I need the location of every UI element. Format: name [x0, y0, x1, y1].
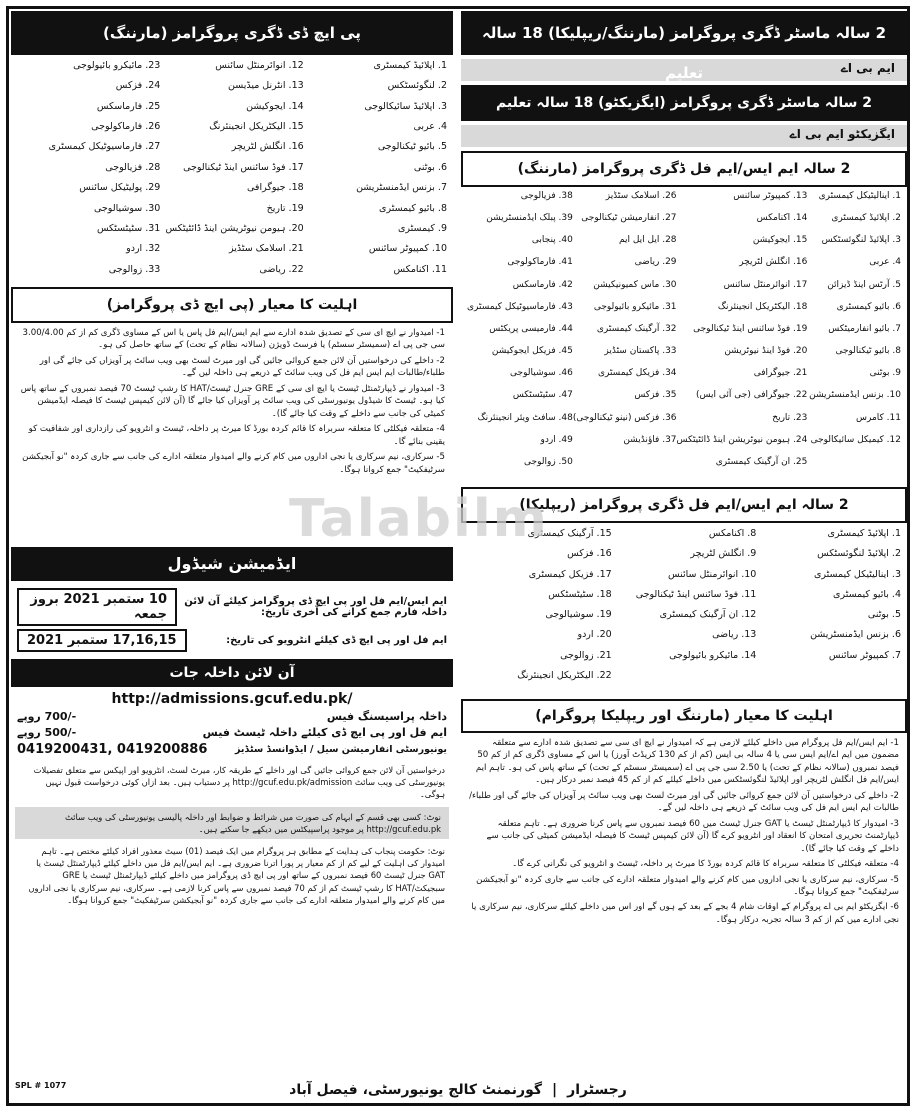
program-item: 24. ہیومن نیوٹریشن اینڈ ڈائٹیٹکس	[676, 434, 808, 445]
program-item: 16. انگلش لٹریچر	[231, 141, 304, 153]
footer: رجسٹرار | گورنمنٹ کالج یونیورسٹی، فیصل آباد	[289, 1082, 627, 1098]
program-item: 20. ہیومن نیوٹریشن اینڈ ڈائٹیٹکس	[165, 222, 304, 234]
program-item: 44. فارمیسی پریکٹس	[489, 323, 573, 334]
program-item: 5. بوٹنی	[867, 609, 901, 620]
program-item: 4. بائیو کیمسٹری	[833, 588, 901, 600]
program-item: 42. فارماسکس	[512, 279, 573, 290]
program-item: 9. بوٹنی	[869, 368, 901, 379]
program-item: 36. فزکس (نینو ٹیکنالوجی)	[572, 412, 677, 423]
program-item: 10. بزنس ایڈمنسٹریشن	[809, 390, 901, 401]
msmphil-replica-banner: 2 سالہ ایم ایس/ایم فل ڈگری پروگرامز (ریپلیکا)	[461, 487, 907, 523]
spl-number: SPL # 1077	[15, 1081, 67, 1090]
phd-list	[11, 55, 453, 287]
program-item: 1. اینالیٹیکل کیمسٹری	[818, 191, 901, 201]
program-item: 7. بائیو انفارمیٹکس	[828, 323, 901, 334]
program-item: 9. کیمسٹری	[398, 222, 447, 234]
criteria-item: 5- سرکاری، نیم سرکاری یا نجی اداروں میں کام کرنے والے امیدوار متعلقہ ادارے کی جانب سے جاری کردہ "نو آبجیکشن سرٹیفکیٹ" جمع کروانا ہوگا۔	[22, 452, 445, 475]
admissions-url[interactable]: http://admissions.gcuf.edu.pk/	[111, 691, 353, 707]
program-item: 34. فزیکل کیمسٹری	[597, 368, 677, 379]
note1: نوٹ: کسی بھی قسم کے ابہام کی صورت میں شرائط و ضوابط اور داخلہ پالیسی یونیورسٹی کی ویب سائٹ http://gcuf.edu.pk پر موجود پراسپیکٹس میں دیکھے جا سکتے ہیں۔	[15, 807, 449, 839]
program-item: 27. فارماسیوٹیکل کیمسٹری	[48, 141, 161, 153]
program-item: 18. الیکٹریکل انجینئرنگ	[717, 301, 808, 312]
program-item: 9. انگلش لٹریچر	[690, 548, 757, 560]
program-item: 22. الیکٹریکل انجینئرنگ	[517, 669, 612, 681]
program-item: 13. کمپیوٹر سائنس	[733, 191, 808, 201]
program-item: 15. ایجوکیشن	[752, 235, 808, 246]
program-item: 26. فارماکولوجی	[91, 121, 161, 133]
advertisement-page	[6, 6, 910, 1106]
schedule-banner: ایڈمیشن شیڈول	[11, 547, 453, 581]
criteria-item: 1- ایم ایس/ایم فل پروگرام میں داخلے کیلئے لازمی ہے کہ امیدوار نے ایچ ای سی سے تصدیق شدہ ادارے سے متعلقہ مضمون میں ایم اے/ایم ایس سی یا 4 سالہ بی ایس (کم از کم 130 کریڈٹ آورز) یا اس کے مساوی ڈگری کم از کم 50 فیصد نمبروں (سالانہ نظام کے تحت) یا 2.50 سی جی پی اے (سمیسٹر سسٹم کے تحت) کے ساتھ پاس کی ہو۔ تاہم ایم ایس/ایم فل انگلش لٹریچر اور اپلائیڈ لنگوئسٹکس میں داخلے کیلئے کم از کم 45 فیصد نمبر درکار ہیں۔	[475, 738, 899, 786]
watermark: Talabilm	[289, 489, 549, 549]
program-item: 20. اردو	[577, 629, 612, 641]
note2: نوٹ: حکومت پنجاب کی ہدایت کے مطابق ہر پروگرام میں ایک فیصد (01) سیٹ معذور افراد کیلئے مختص ہے۔ تاہم امیدوار کی اہلیت کے لیے کم از کم معیار پر پورا اترنا ضروری ہے۔ ایم ایس/ایم فل میں داخلے کیلئے ڈیپارٹمنٹل ٹیسٹ یا GAT جنرل ٹیسٹ 60 فیصد نمبروں کے ساتھ اور پی ایچ ڈی پروگرامز میں داخلے کیلئے ڈیپارٹمنٹل ٹیسٹ یا GRE سبجیکٹ/HAT کا رشپ ٹیسٹ کم از کم 70 فیصد نمبروں سے پاس کرنا لازمی ہے۔ سرکاری، نیم سرکاری یا نجی اداروں میں کام کرنے والے امیدوار متعلقہ ادارے کی جانب سے جاری کردہ "نو آبجیکشن سرٹیفکیٹ" جمع کروانا ہوگا۔	[28, 845, 445, 905]
program-item: 28. فزیالوجی	[105, 161, 161, 173]
program-item: 11. اکنامکس	[393, 263, 447, 275]
program-item: 50. زوالوجی	[524, 456, 573, 467]
schedule-line1: ایم ایس/ایم فل اور پی ایچ ڈی پروگرامز کیلئے آن لائن داخلہ فارم جمع کرانے کی آخری تاریخ:	[184, 596, 447, 618]
master18-exec-banner: 2 سالہ ماسٹر ڈگری پروگرامز (ایگزیکٹو) 18 سالہ تعلیم	[461, 85, 907, 121]
phd-eligibility-banner: اہلیت کا معیار (پی ایچ ڈی پروگرامز)	[11, 287, 453, 323]
program-item: 7. بزنس ایڈمنسٹریشن	[356, 182, 447, 194]
program-item: 39. پبلک ایڈمنسٹریشن	[486, 213, 573, 224]
program-item: 12. کیمیکل سائیکالوجی	[810, 434, 901, 445]
program-item: 23. تاریخ	[772, 412, 808, 423]
program-item: 8. بائیو ٹیکنالوجی	[835, 346, 901, 357]
program-item: 19. سوشیالوجی	[545, 609, 612, 620]
program-item: 29. پولیٹیکل سائنس	[79, 182, 161, 194]
program-item: 17. فوڈ سائنس اینڈ ٹیکنالوجی	[183, 161, 304, 173]
program-item: 12. انوائرمنٹل سائنس	[215, 60, 304, 71]
program-item: 25. فارماسکس	[96, 100, 161, 112]
program-item: 11. کامرس	[856, 412, 901, 423]
program-item: 20. فوڈ اینڈ نیوٹریشن	[724, 346, 808, 357]
program-item: 2. اپلائیڈ لنگوئسٹکس	[817, 548, 901, 560]
program-item: 38. فزیالوجی	[520, 191, 573, 201]
msmphil-morning-banner: 2 سالہ ایم ایس/ایم فل ڈگری پروگرامز (مارننگ)	[461, 151, 907, 187]
phd-banner: پی ایچ ڈی ڈگری پروگرامز (مارننگ)	[11, 11, 453, 55]
program-item: 43. فارماسیوٹیکل کیمسٹری	[467, 301, 573, 312]
program-item: 2. لنگوئسٹکس	[387, 80, 447, 92]
online-note: درخواستیں آن لائن جمع کروائی جائیں گی اور داخلے کے طریقہ کار، میرٹ لسٹ، انٹرویو اور اپیکس سے متعلق تفصیلات یونیورسٹی کی ویب سائٹ http://gcuf.edu.pk/admission پر دستیاب ہیں۔ بعد ازاں کوئی درخواست قبول نہیں ہوگی۔	[33, 765, 445, 800]
fee1-label: داخلہ پراسیسنگ فیس	[326, 710, 447, 723]
fee2-label: ایم فل اور پی ایچ ڈی کیلئے داخلہ ٹیسٹ فیس	[202, 726, 447, 739]
program-item: 13. انٹرنل میڈیسن	[227, 80, 304, 92]
criteria-item: 3- امیدوار کا ڈیپارٹمنٹل ٹیسٹ یا GAT جنرل ٹیسٹ میں 60 فیصد نمبروں سے پاس کرنا ضروری ہے۔ تاہم متعلقہ ڈیپارٹمنٹ تحریری امتحان کا انعقاد اور انٹرویو کرے گا (آن لائن کیمپس ٹیسٹ کا فیصلہ ایڈمیشن کمیٹی کی جانب سے داخلے کے وقت کیا جائے گا)۔	[486, 818, 899, 854]
program-item: 5. آرٹس اینڈ ڈیزائن	[827, 279, 901, 290]
program-item: 21. زوالوجی	[560, 649, 612, 661]
program-item: 48. سافٹ ویئر انجینئرنگ	[477, 412, 573, 423]
program-item: 3. اپلائیڈ سائیکالوجی	[364, 100, 447, 112]
program-item: 32. اردو	[126, 243, 161, 255]
program-item: 35. فزکس	[634, 390, 677, 401]
exec-mba-label: ایگزیکٹو ایم بی اے	[461, 125, 907, 147]
program-item: 1. اپلائیڈ کیمسٹری	[373, 60, 447, 71]
master18-morning-banner: 2 سالہ ماسٹر ڈگری پروگرامز (مارننگ/ریپلیکا) 18 سالہ تعلیم	[461, 11, 907, 55]
schedule-block	[11, 581, 453, 659]
program-item: 4. عربی	[413, 121, 447, 133]
program-item: 14. اکنامکس	[756, 213, 808, 224]
program-item: 16. انگلش لٹریچر	[739, 257, 808, 268]
registrar-label: رجسٹرار	[567, 1082, 627, 1098]
program-item: 40. پنجابی	[531, 235, 573, 246]
program-item: 14. ایجوکیشن	[246, 100, 304, 112]
program-item: 46. سوشیالوجی	[510, 368, 573, 379]
program-item: 33. پاکستان سٹڈیز	[604, 346, 677, 357]
eligibility-banner: اہلیت کا معیار (مارننگ اور ریپلیکا پروگرام)	[461, 699, 907, 733]
program-item: 3. اپلائیڈ لنگوئسٹکس	[821, 235, 901, 246]
program-item: 45. فزیکل ایجوکیشن	[491, 346, 573, 357]
program-item: 32. آرگینک کیمسٹری	[596, 323, 677, 334]
program-item: 18. سٹیٹسٹکس	[548, 588, 612, 600]
program-item: 3. اینالیٹیکل کیمسٹری	[814, 568, 901, 580]
mba-label: ایم بی اے	[461, 59, 907, 81]
program-item: 17. انوائرمنٹل سائنس	[723, 279, 808, 290]
program-item: 41. فارماکولوجی	[507, 257, 573, 268]
program-item: 1. اپلائیڈ کیمسٹری	[827, 528, 901, 539]
program-item: 47. سٹیٹسٹکس	[512, 390, 573, 401]
criteria-item: 1- امیدوار نے ایچ ای سی کے تصدیق شدہ ادارے سے ایم ایس/ایم فل پاس یا اس کے مساوی ڈگری کم از کم 3.00/4.00 سی جی پی اے (سمیسٹر سسٹم) یا فرسٹ ڈویژن (سالانہ نظام کے تحت) کے ساتھ حاصل کی ہو۔	[22, 328, 445, 351]
program-item: 29. ریاضی	[634, 257, 677, 268]
criteria-item: 5- سرکاری، نیم سرکاری یا نجی اداروں میں کام کرنے والے امیدوار متعلقہ ادارے کی جانب سے جاری کردہ "نو آبجیکشن سرٹیفکیٹ" جمع کروانا ہوگا۔	[476, 874, 899, 897]
program-item: 14. مائیکرو بائیولوجی	[669, 649, 757, 661]
left-column	[11, 11, 453, 910]
program-item: 17. فزیکل کیمسٹری	[528, 568, 612, 580]
program-item: 22. ریاضی	[259, 263, 304, 275]
criteria-item: 4- متعلقہ فیکلٹی کا متعلقہ سربراہ کا قائم کردہ بورڈ کا میرٹ پر داخلہ، ٹیسٹ و انٹرویو کی رازداری اور شفافیت کو یقینی بنائے گا۔	[28, 424, 445, 447]
program-item: 2. اپلائیڈ کیمسٹری	[831, 213, 901, 224]
online-block	[11, 687, 453, 764]
program-item: 10. کمپیوٹر سائنس	[368, 243, 447, 255]
program-item: 31. سٹیٹسٹکس	[96, 222, 161, 234]
program-item: 5. بائیو ٹیکنالوجی	[377, 141, 447, 153]
phone-numbers: 0419200431, 0419200886	[17, 742, 208, 757]
program-item: 12. ان آرگینک کیمسٹری	[659, 609, 757, 620]
program-item: 27. انفارمیشن ٹیکنالوجی	[581, 213, 677, 224]
program-item: 7. کمپیوٹر سائنس	[828, 649, 901, 661]
program-item: 13. ریاضی	[712, 629, 757, 641]
schedule-line2: ایم فل اور پی ایچ ڈی کیلئے انٹرویو کی تاریخ:	[226, 635, 447, 646]
program-item: 26. اسلامک سٹڈیز	[605, 191, 677, 201]
program-item: 21. اسلامک سٹڈیز	[228, 243, 304, 255]
criteria-item: 2- داخلے کی درخواستیں آن لائن جمع کروائی جائیں گی اور میرٹ لسٹ بھی ویب سائٹ پر آویزاں کی جائے گی اور طلباء/طالبات ایم ایس ایم فل کی ویب سائٹ کے ذریعے ہی داخلہ لیں گے۔	[469, 790, 899, 814]
program-item: 31. مائیکرو بائیولوجی	[593, 301, 677, 312]
program-item: 6. بائیو کیمسٹری	[836, 301, 901, 312]
university-name: گورنمنٹ کالج یونیورسٹی، فیصل آباد	[289, 1082, 543, 1098]
program-item: 6. بوٹنی	[413, 161, 447, 173]
program-item: 15. آرگینک کیمسٹری	[527, 528, 612, 539]
fee1-value: -/700 روپے	[17, 710, 77, 723]
program-item: 33. زوالوجی	[108, 263, 161, 275]
criteria-item: 2- داخلے کی درخواستیں آن لائن جمع کروائی جائیں گی اور میرٹ لسٹ بھی ویب سائٹ پر آویزاں کی جائے گی اور طلباء/طالبات ایم ایس ایم فل کی ویب سائٹ کے ذریعے ہی داخلہ لیں گے۔	[39, 355, 445, 379]
criteria-item: 3- امیدوار نے ڈیپارٹمنٹل ٹیسٹ یا ایچ ای سی کے GRE جنرل ٹیسٹ/HAT کا رشپ ٹیسٹ 70 فیصد نمبروں کے ساتھ پاس کیا ہو۔ ٹیسٹ کا شیڈول یونیورسٹی کی ویب سائٹ پر آویزاں کیا جائے گا (آن لائن کیمپس ٹیسٹ کا فیصلہ ایڈمیشن کمیٹی کی جانب سے داخلے کے وقت کیا جائے گا)۔	[20, 383, 445, 419]
program-item: 19. تاریخ	[266, 202, 304, 214]
program-item: 16. فزکس	[567, 548, 612, 560]
schedule-date2: 17,16,15 ستمبر 2021	[17, 629, 187, 652]
program-item: 21. جیوگرافی	[753, 368, 808, 379]
program-item	[807, 457, 901, 479]
online-banner: آن لائن داخلہ جات	[11, 659, 453, 687]
program-item: 6. بزنس ایڈمنسٹریشن	[810, 629, 901, 641]
program-item: 30. سوشیالوجی	[94, 202, 161, 214]
program-item: 25. ان آرگینک کیمسٹری	[715, 456, 808, 467]
msmphil-morning-list	[461, 187, 907, 483]
program-item	[612, 669, 757, 689]
program-item: 15. الیکٹریکل انجینئرنگ	[209, 121, 304, 133]
criteria-item: 6- ایگزیکٹو ایم بی اے پروگرام کے اوقات شام 4 بجے کے بعد کے ہوں گے اور اس میں داخلے کیلئے سرکاری، نیم سرکاری یا نجی ادارے میں کم از کم 3 سالہ تجربہ درکار ہوگا۔	[471, 902, 899, 925]
program-item: 22. جیوگرافی (جی آئی ایس)	[696, 390, 808, 401]
program-item	[573, 457, 677, 479]
info-label: یونیورسٹی انفارمیشن سیل / ایڈوانسڈ سٹڈیز	[235, 744, 447, 755]
program-item: 8. بائیو کیمسٹری	[379, 202, 447, 214]
program-item: 30. ماس کمیونیکیشن	[593, 279, 677, 290]
program-item: 10. انوائرمنٹل سائنس	[667, 568, 757, 580]
program-item: 4. عربی	[869, 257, 901, 268]
program-item: 11. فوڈ سائنس اینڈ ٹیکنالوجی	[635, 588, 757, 600]
program-item: 49. اردو	[540, 434, 573, 445]
program-item: 19. فوڈ سائنس اینڈ ٹیکنالوجی	[693, 323, 808, 334]
program-item: 24. فزکس	[115, 80, 161, 92]
eligibility-text	[461, 733, 907, 1043]
program-item: 28. ایل ایل ایم	[618, 235, 677, 246]
program-item: 8. اکنامکس	[708, 528, 757, 539]
schedule-date1: 10 ستمبر 2021 بروز جمعہ	[17, 588, 177, 626]
program-item: 18. جیوگرافی	[247, 182, 304, 194]
fee2-value: -/500 روپے	[17, 726, 77, 739]
criteria-item: 4- متعلقہ فیکلٹی کا متعلقہ سربراہ کا قائم کردہ بورڈ کا میرٹ پر داخلہ، ٹیسٹ و انٹرویو کی نگرانی کرے گا۔	[512, 859, 899, 870]
program-item: 23. مائیکرو بائیولوجی	[73, 60, 161, 71]
program-item	[756, 669, 901, 689]
program-item: 37. فاؤنڈیشن	[623, 434, 677, 445]
